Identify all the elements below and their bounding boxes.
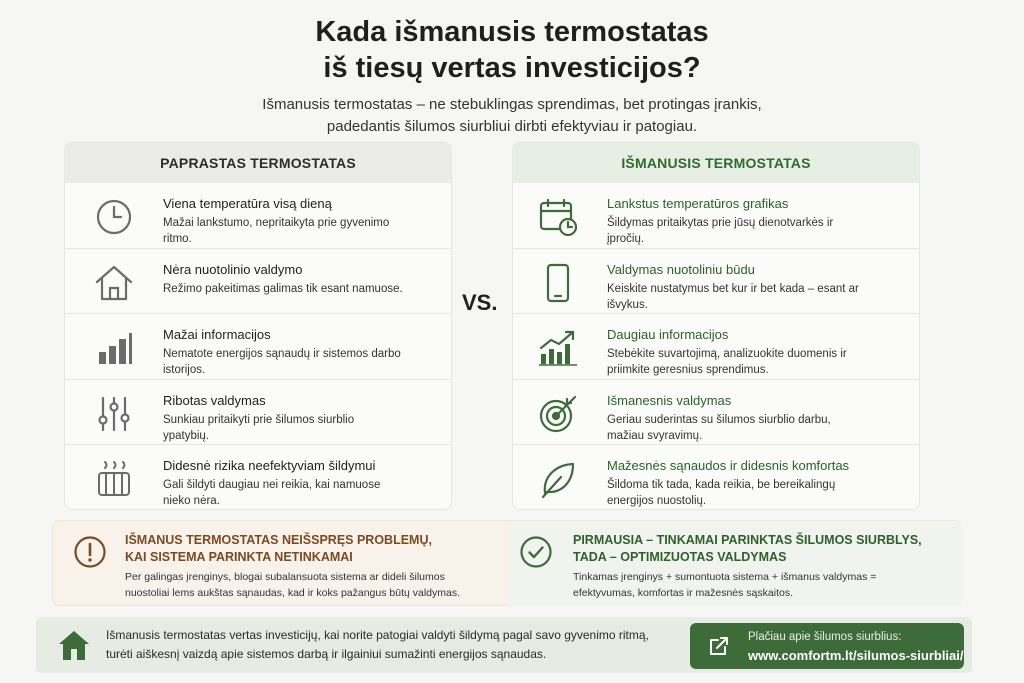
smartphone-icon (537, 263, 579, 303)
list-item (513, 249, 919, 315)
simple-thermostat-panel (64, 142, 452, 510)
summary-text-line-1: Išmanusis termostatas vertas investicijų, kai norite patogiai valdyti šildymą pagal savo gyvenimo ritmą, (106, 628, 649, 642)
warning-text-line-1: Per galingas įrenginys, blogai subalansuota sistema ar dideli šilumos (125, 571, 445, 583)
bar-chart-icon (93, 328, 135, 368)
item-description: Šildoma tik tada, kada reikia, be bereikalingų energijos nuostolių. (607, 479, 836, 507)
summary-text (106, 626, 649, 664)
house-icon (93, 263, 135, 303)
smart-thermostat-heading: IŠMANUSIS TERMOSTATAS (513, 143, 919, 183)
sliders-icon (93, 394, 135, 434)
list-item (513, 380, 919, 446)
subtitle-line-2: padedantis šilumos siurbliui dirbti efektyviau ir patogiau. (326, 118, 698, 135)
check-circle-icon (519, 535, 553, 569)
priority-title (573, 532, 922, 566)
list-item (65, 445, 451, 510)
item-description: Nematote energijos sąnaudų ir sistemos darbo istorijos. (163, 348, 401, 376)
item-title: Mažai informacijos (163, 327, 271, 342)
item-title: Daugiau informacijos (607, 327, 729, 342)
item-title: Nėra nuotolinio valdymo (163, 261, 303, 277)
list-item (513, 445, 919, 510)
item-title: Didesnė rizika neefektyviam šildymui (163, 458, 376, 473)
exclamation-icon (73, 535, 107, 569)
priority-text-line-2: efektyvumas, komfortas ir mažesnės sąskaitos. (573, 586, 793, 599)
list-item (513, 183, 919, 249)
external-link-icon (708, 635, 730, 657)
item-title: Lankstus temperatūros grafikas (607, 196, 789, 211)
info-callouts (52, 520, 962, 606)
warning-title (125, 532, 432, 566)
clock-icon (93, 197, 135, 237)
cta-label: Plačiau apie šilumos siurblius: (748, 631, 902, 643)
learn-more-link[interactable] (690, 623, 964, 669)
title-line-2: iš tiesų vertas investicijos? (323, 52, 701, 84)
smart-thermostat-panel (512, 142, 920, 510)
item-description: Keiskite nustatymus bet kur ir bet kada – esant ar išvykus. (607, 282, 859, 311)
title-line-1: Kada išmanusis termostatas (315, 16, 709, 48)
item-description: Geriau suderintas su šilumos siurblio darbu, mažiau svyravimų. (607, 413, 831, 442)
warning-title-line-2: KAI SISTEMA PARINKTA NETINKAMAI (125, 550, 353, 564)
cta-url[interactable]: www.comfortm.lt/silumos-siurbliai/ (748, 648, 964, 663)
item-title: Viena temperatūra visą dieną (163, 196, 332, 211)
list-item (65, 380, 451, 446)
list-item (65, 314, 451, 380)
growth-chart-icon (537, 328, 579, 368)
item-description: Gali šildyti daugiau nei reikia, kai namuose nieko nėra. (163, 479, 381, 507)
priority-text (573, 570, 876, 601)
radiator-icon (93, 459, 135, 499)
summary-text-line-2: turėti aiškesnį vaizdą apie sistemos darbą ir ilgainiui sumažinti energijos sąnaudas. (106, 647, 547, 661)
calendar-clock-icon (537, 197, 579, 237)
leaf-icon (537, 459, 579, 499)
target-icon (537, 394, 579, 434)
item-title: Ribotas valdymas (163, 392, 266, 408)
item-description: Šildymas pritaikytas prie jūsų dienotvarkės ir įpročių. (607, 217, 834, 245)
list-item (513, 314, 919, 380)
warning-text (125, 570, 460, 601)
list-item (65, 249, 451, 315)
summary-bar (36, 617, 972, 673)
item-title: Mažesnės sąnaudos ir didesnis komfortas (607, 458, 850, 473)
item-description: Sunkiau pritaikyti prie šilumos siurblio ypatybių. (163, 413, 355, 442)
versus-label: VS. (462, 290, 498, 315)
warning-text-line-2: nuostoliai lems aukštas sąnaudas, kad ir koks pažangus būtų valdymas. (125, 586, 461, 599)
item-description: Mažai lankstumo, nepritaikyta prie gyvenimo ritmo. (163, 217, 390, 245)
page-title (0, 14, 1024, 86)
page-subtitle (0, 94, 1024, 138)
item-title: Valdymas nuotoliniu būdu (607, 261, 755, 277)
list-item (65, 183, 451, 249)
simple-thermostat-heading: PAPRASTAS TERMOSTATAS (65, 143, 451, 183)
subtitle-line-1: Išmanusis termostatas – ne stebuklingas sprendimas, bet protingas įrankis, (262, 96, 762, 113)
priority-title-line-1: PIRMAUSIA – TINKAMAI PARINKTAS ŠILUMOS SIURBLYS, (573, 533, 922, 547)
house-icon (56, 627, 92, 663)
item-description: Stebėkite suvartojimą, analizuokite duomenis ir priimkite geresnius sprendimus. (607, 348, 847, 376)
item-title: Išmanesnis valdymas (607, 392, 732, 408)
item-description: Režimo pakeitimas galimas tik esant namuose. (163, 282, 403, 295)
priority-title-line-2: TADA – OPTIMIZUOTAS VALDYMAS (573, 550, 787, 564)
warning-title-line-1: IŠMANUS TERMOSTATAS NEIŠSPRĘS PROBLEMŲ, (125, 533, 432, 547)
priority-text-line-1: Tinkamas įrenginys + sumontuota sistema + išmanus valdymas = (573, 571, 877, 583)
